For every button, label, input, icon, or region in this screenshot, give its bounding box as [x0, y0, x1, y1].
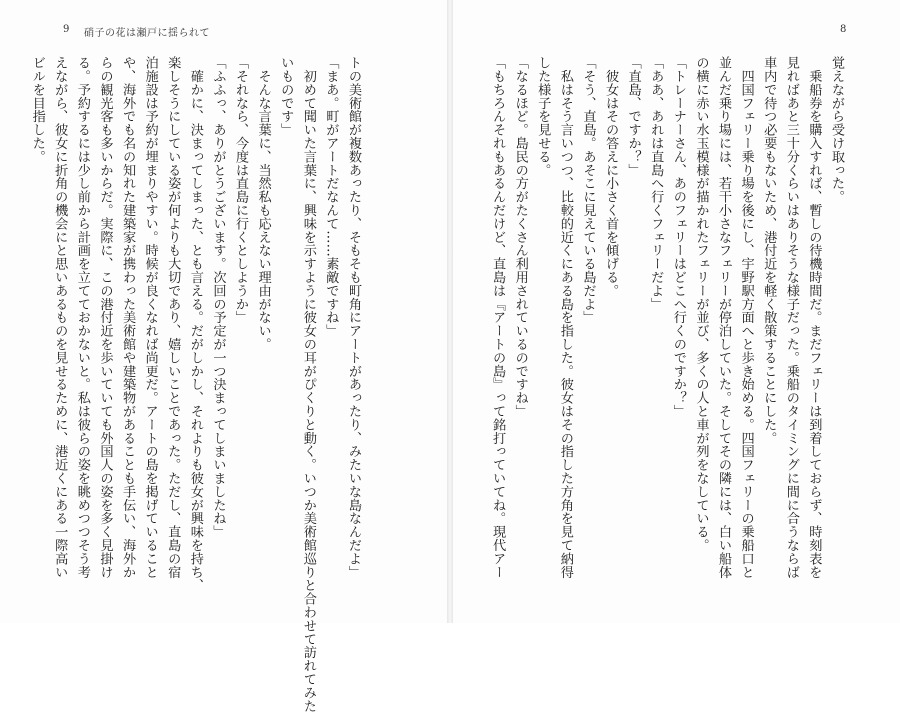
- left-page-number: 9: [63, 24, 70, 35]
- text-line: 「それなら、今度は直島に行くとしようか」: [233, 56, 249, 324]
- text-line: 並んだ乗り場には、若干小さなフェリーが停泊していた。そしてその隣には、白い船体: [716, 56, 732, 579]
- right-page-number: 8: [840, 24, 847, 35]
- text-line: らの観光客も多いからだ。実際に、この港付近を歩いていても外国人の姿を多く見掛け: [97, 56, 113, 579]
- text-line: 四国フェリー乗り場を後にし、宇野駅方面へと歩き始める。四国フェリーの乗船口と: [738, 56, 754, 579]
- running-head-title: 硝子の花は瀬戸に揺られて: [84, 28, 210, 39]
- text-line: 「そう、直島。あそこに見えている島だよ」: [580, 56, 596, 324]
- text-line: えながら、彼女に折角の機会にと思いあるものを見せるために、港近くにある一際高い: [52, 56, 68, 579]
- text-line: そんな言葉に、当然私も応えない理由がない。: [255, 56, 271, 351]
- right-page-text: [482, 56, 847, 579]
- text-line: 泊施設は予約が埋まりやすい。時候が良くなれば尚更だ。アートの島を掲げていること: [142, 56, 158, 579]
- text-line: 乗船券を購入すれば、暫しの待機時間だ。まだフェリーは到着しておらず、時刻表を: [806, 56, 822, 579]
- text-line: 彼女はその答えに小さく首を傾げる。: [603, 56, 619, 298]
- text-line: の横に赤い水玉模様が描かれたフェリーが並び、多くの人と車が列をなしている。: [693, 56, 709, 552]
- text-line: 「直島、ですか？」: [625, 56, 641, 177]
- text-line: 確かに、決まってしまった、とも言える。だがしかし、それよりも彼女が興味を持ち、: [187, 56, 203, 592]
- text-line: 覚えながら受け取った。: [829, 56, 844, 204]
- text-line: 「トレーナーさん、あのフェリーはどこへ行くのですか？」: [670, 56, 686, 418]
- text-line: 「もちろんそれもあるんだけど、直島は『アートの島』って銘打っていてね。現代アー: [490, 56, 506, 579]
- text-line: 「なるほど。島民の方がたくさん利用されているのですね」: [512, 56, 528, 418]
- text-line: 見ればあと三十分くらいはありそうな様子だった。乗船のタイミングに間に合うならば: [783, 56, 799, 579]
- text-line: ビルを目指した。: [29, 56, 45, 164]
- text-line: る。予約するには少し前から計画を立てておかないと。私は彼らの姿を眺めつつそう考: [74, 56, 90, 579]
- text-line: トの美術館が複数あったり、そもそも町角にアートがあったり、みたいな島なんだよ」: [346, 56, 361, 579]
- left-page-text: [29, 56, 364, 713]
- text-line: 「ああ、あれは直島へ行くフェリーだよ」: [648, 56, 664, 311]
- text-line: 車内で待つ必要もないため、港付近を軽く散策することにした。: [761, 56, 777, 445]
- text-line: 「まあ。町がアートだなんて……素敵ですね」: [323, 56, 339, 338]
- text-line: 私はそう言いつつ、比較的近くにある島を指した。彼女はその指した方角を見て納得: [557, 56, 573, 579]
- text-line: いものです」: [278, 56, 294, 137]
- text-line: 初めて聞いた言葉に、興味を示すように彼女の耳がぴくりと動く。いつか美術館巡りと合わせて訪れてみた: [300, 56, 316, 713]
- text-line: 楽しそうにしている姿が何よりも大切であり、嬉しいことであった。ただし、直島の宿: [165, 56, 181, 579]
- text-line: や、海外でも名の知れた建築家が携わった美術館や建築物があることも手伝い、海外か: [120, 56, 136, 579]
- text-line: した様子を見せる。: [535, 56, 551, 177]
- text-line: 「ふふっ、ありがとうございます。次回の予定が一つ決まってしまいましたね」: [210, 56, 226, 539]
